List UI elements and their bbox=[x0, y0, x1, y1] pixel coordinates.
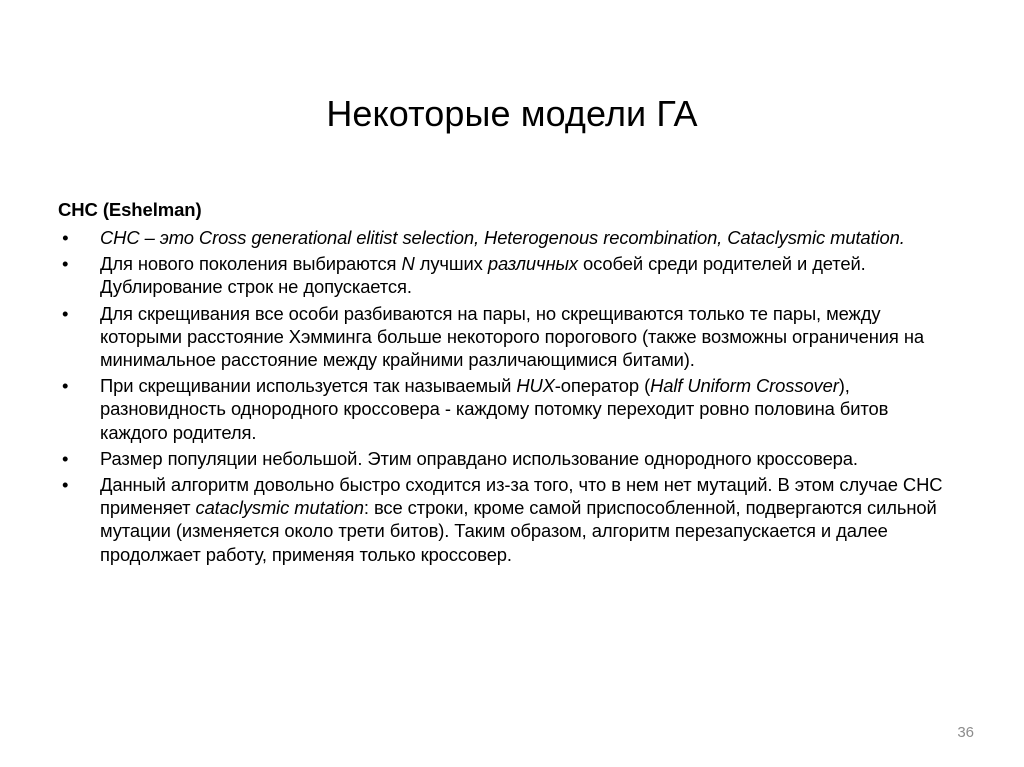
emphasis-text: N bbox=[401, 253, 415, 275]
emphasis-text: Half Uniform Crossover bbox=[650, 375, 839, 397]
slide-number: 36 bbox=[957, 724, 974, 741]
bullet-point-icon: • bbox=[62, 375, 69, 397]
list-item-text bbox=[100, 253, 866, 297]
emphasis-text: различных bbox=[487, 253, 578, 275]
list-item bbox=[56, 447, 956, 470]
list-item bbox=[56, 473, 956, 566]
bullet-point-icon: • bbox=[62, 302, 69, 324]
plain-text: Размер популяции небольшой. Этим оправдано использование однородного кроссовера. bbox=[100, 447, 858, 469]
list-item-text bbox=[100, 227, 905, 248]
bullet-point-icon: • bbox=[62, 253, 69, 275]
plain-text: Для нового поколения выбираются bbox=[100, 253, 402, 275]
bullet-list bbox=[56, 226, 956, 566]
emphasis-text: это bbox=[159, 227, 199, 248]
list-item bbox=[56, 302, 956, 372]
bullet-point-icon: • bbox=[62, 447, 69, 469]
plain-text: При скрещивании используется так называемый bbox=[100, 375, 517, 397]
plain-text: ), разновидность однородного кроссовера - каждому потомку переходит ровно половина битов каждого родителя. bbox=[100, 375, 889, 443]
list-item bbox=[56, 374, 956, 444]
bullet-point-icon: • bbox=[62, 474, 69, 496]
section-subheading: CHC (Eshelman) bbox=[58, 199, 202, 220]
plain-text: особей среди родителей и детей. Дублирование строк не допускается. bbox=[100, 253, 866, 298]
plain-text: Данный алгоритм довольно быстро сходится из-за того, что в нем нет мутаций. В этом случае CHC применяет bbox=[100, 474, 943, 519]
slide-body bbox=[56, 198, 956, 569]
list-item-text bbox=[100, 448, 858, 469]
emphasis-text: HUX bbox=[516, 375, 555, 397]
emphasis-text: cataclysmic mutation bbox=[195, 497, 364, 519]
list-item bbox=[56, 226, 956, 249]
list-item-text bbox=[100, 474, 942, 565]
plain-text: : все строки, кроме самой приспособленной, подвергаются сильной мутации (изменяется около трети битов). Таким образом, алгоритм перезапускается и далее продолжает работу, применяя только кроссовер. bbox=[100, 497, 937, 565]
list-item bbox=[56, 252, 956, 298]
bullet-point-icon: • bbox=[62, 227, 69, 248]
list-item-text bbox=[100, 303, 924, 370]
plain-text: лучших bbox=[414, 253, 488, 275]
emphasis-text: Cross generational elitist selection, Heterogenous recombination, Cataclysmic mutation. bbox=[198, 227, 905, 248]
plain-text: Для скрещивания все особи разбиваются на пары, но скрещиваются только те пары, между которыми расстояние Хэмминга больше некоторого порогового (также возможны ограничения на минимальное расстояние между крайними различающимися битами). bbox=[100, 302, 924, 371]
page-title: Некоторые модели ГА bbox=[326, 93, 698, 135]
list-item-text bbox=[100, 375, 888, 442]
plain-text: -оператор ( bbox=[554, 375, 651, 397]
emphasis-text: CHC – bbox=[100, 227, 160, 248]
